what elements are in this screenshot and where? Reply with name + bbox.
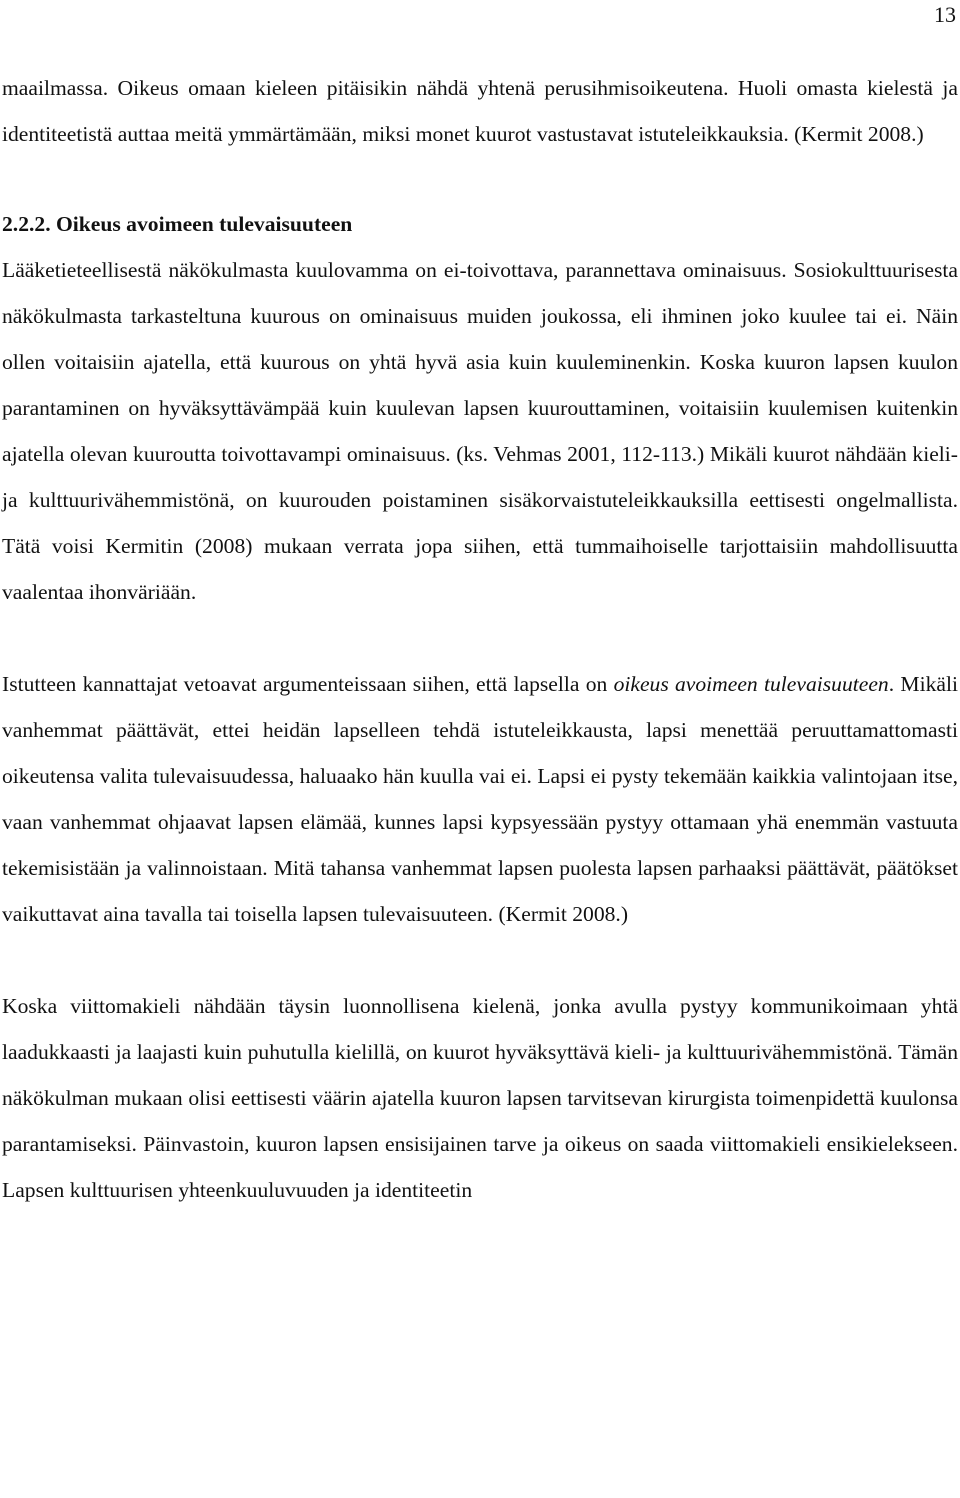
paragraph-3-italic-term: oikeus avoimeen tulevaisuuteen	[613, 672, 889, 696]
paragraph-3-text-end: . Mikäli vanhemmat päättävät, ettei heidän lapselleen tehdä istuteleikkausta, lapsi menettää peruuttamattomasti oikeutensa valita tulevaisuudessa, haluaako hän kuulla vai ei. Lapsi ei pysty tekemään kaikkia valintojaan itse, vaan vanhemmat ohjaavat lapsen elämää, kunnes lapsi kypsyessään pystyy ottamaan yhä enemmän vastuuta tekemisistään ja valinnoistaan. Mitä tahansa vanhemmat lapsen puolesta lapsen parhaaksi päättävät, päätökset vaikuttavat aina tavalla tai toisella lapsen tulevaisuuteen. (Kermit 2008.)	[2, 672, 958, 926]
paragraph-1: maailmassa. Oikeus omaan kieleen pitäisikin nähdä yhtenä perusihmisoikeutena. Huoli omasta kielestä ja identiteetistä auttaa meitä ymmärtämään, miksi monet kuurot vastustavat istuteleikkauksia. (Kermit 2008.)	[2, 76, 958, 146]
document-body	[2, 65, 958, 1213]
paragraph-3	[2, 661, 958, 937]
section-heading: 2.2.2. Oikeus avoimeen tulevaisuuteen	[2, 212, 353, 236]
paragraph-2: Lääketieteellisestä näkökulmasta kuulovamma on ei-toivottava, parannettava ominaisuus. Sosiokulttuurisesta näkökulmasta tarkasteltuna kuurous on ominaisuus muiden joukossa, eli ihminen joko kuulee tai ei. Näin ollen voitaisiin ajatella, että kuurous on yhtä hyvä asia kuin kuuleminenkin. Koska kuuron lapsen kuulon parantaminen on hyväksyttävämpää kuin kuulevan lapsen kuurouttaminen, voitaisiin kuulemisen kuitenkin ajatella olevan kuuroutta toivottavampi ominaisuus. (ks. Vehmas 2001, 112-113.) Mikäli kuurot nähdään kieli- ja kulttuurivähemmistönä, on kuurouden poistaminen sisäkorvaistuteleikkauksilla eettisesti ongelmallista. Tätä voisi Kermitin (2008) mukaan verrata jopa siihen, että tummaihoiselle tarjottaisiin mahdollisuutta vaalentaa ihonväriään.	[2, 258, 958, 604]
paragraph-3-text-start: Istutteen kannattajat vetoavat argumenteissaan siihen, että lapsella on	[2, 672, 614, 696]
paragraph-4: Koska viittomakieli nähdään täysin luonnollisena kielenä, jonka avulla pystyy kommunikoimaan yhtä laadukkaasti ja laajasti kuin puhutulla kielillä, on kuurot hyväksyttävä kieli- ja kulttuurivähemmistönä. Tämän näkökulman mukaan olisi eettisesti väärin ajatella kuuron lapsen tarvitsevan kirurgista toimenpidettä kuulonsa parantamiseksi. Päinvastoin, kuuron lapsen ensisijainen tarve ja oikeus on saada viittomakieli ensikielekseen. Lapsen kulttuurisen yhteenkuuluvuuden ja identiteetin	[2, 994, 958, 1202]
page-number: 13	[934, 2, 956, 27]
